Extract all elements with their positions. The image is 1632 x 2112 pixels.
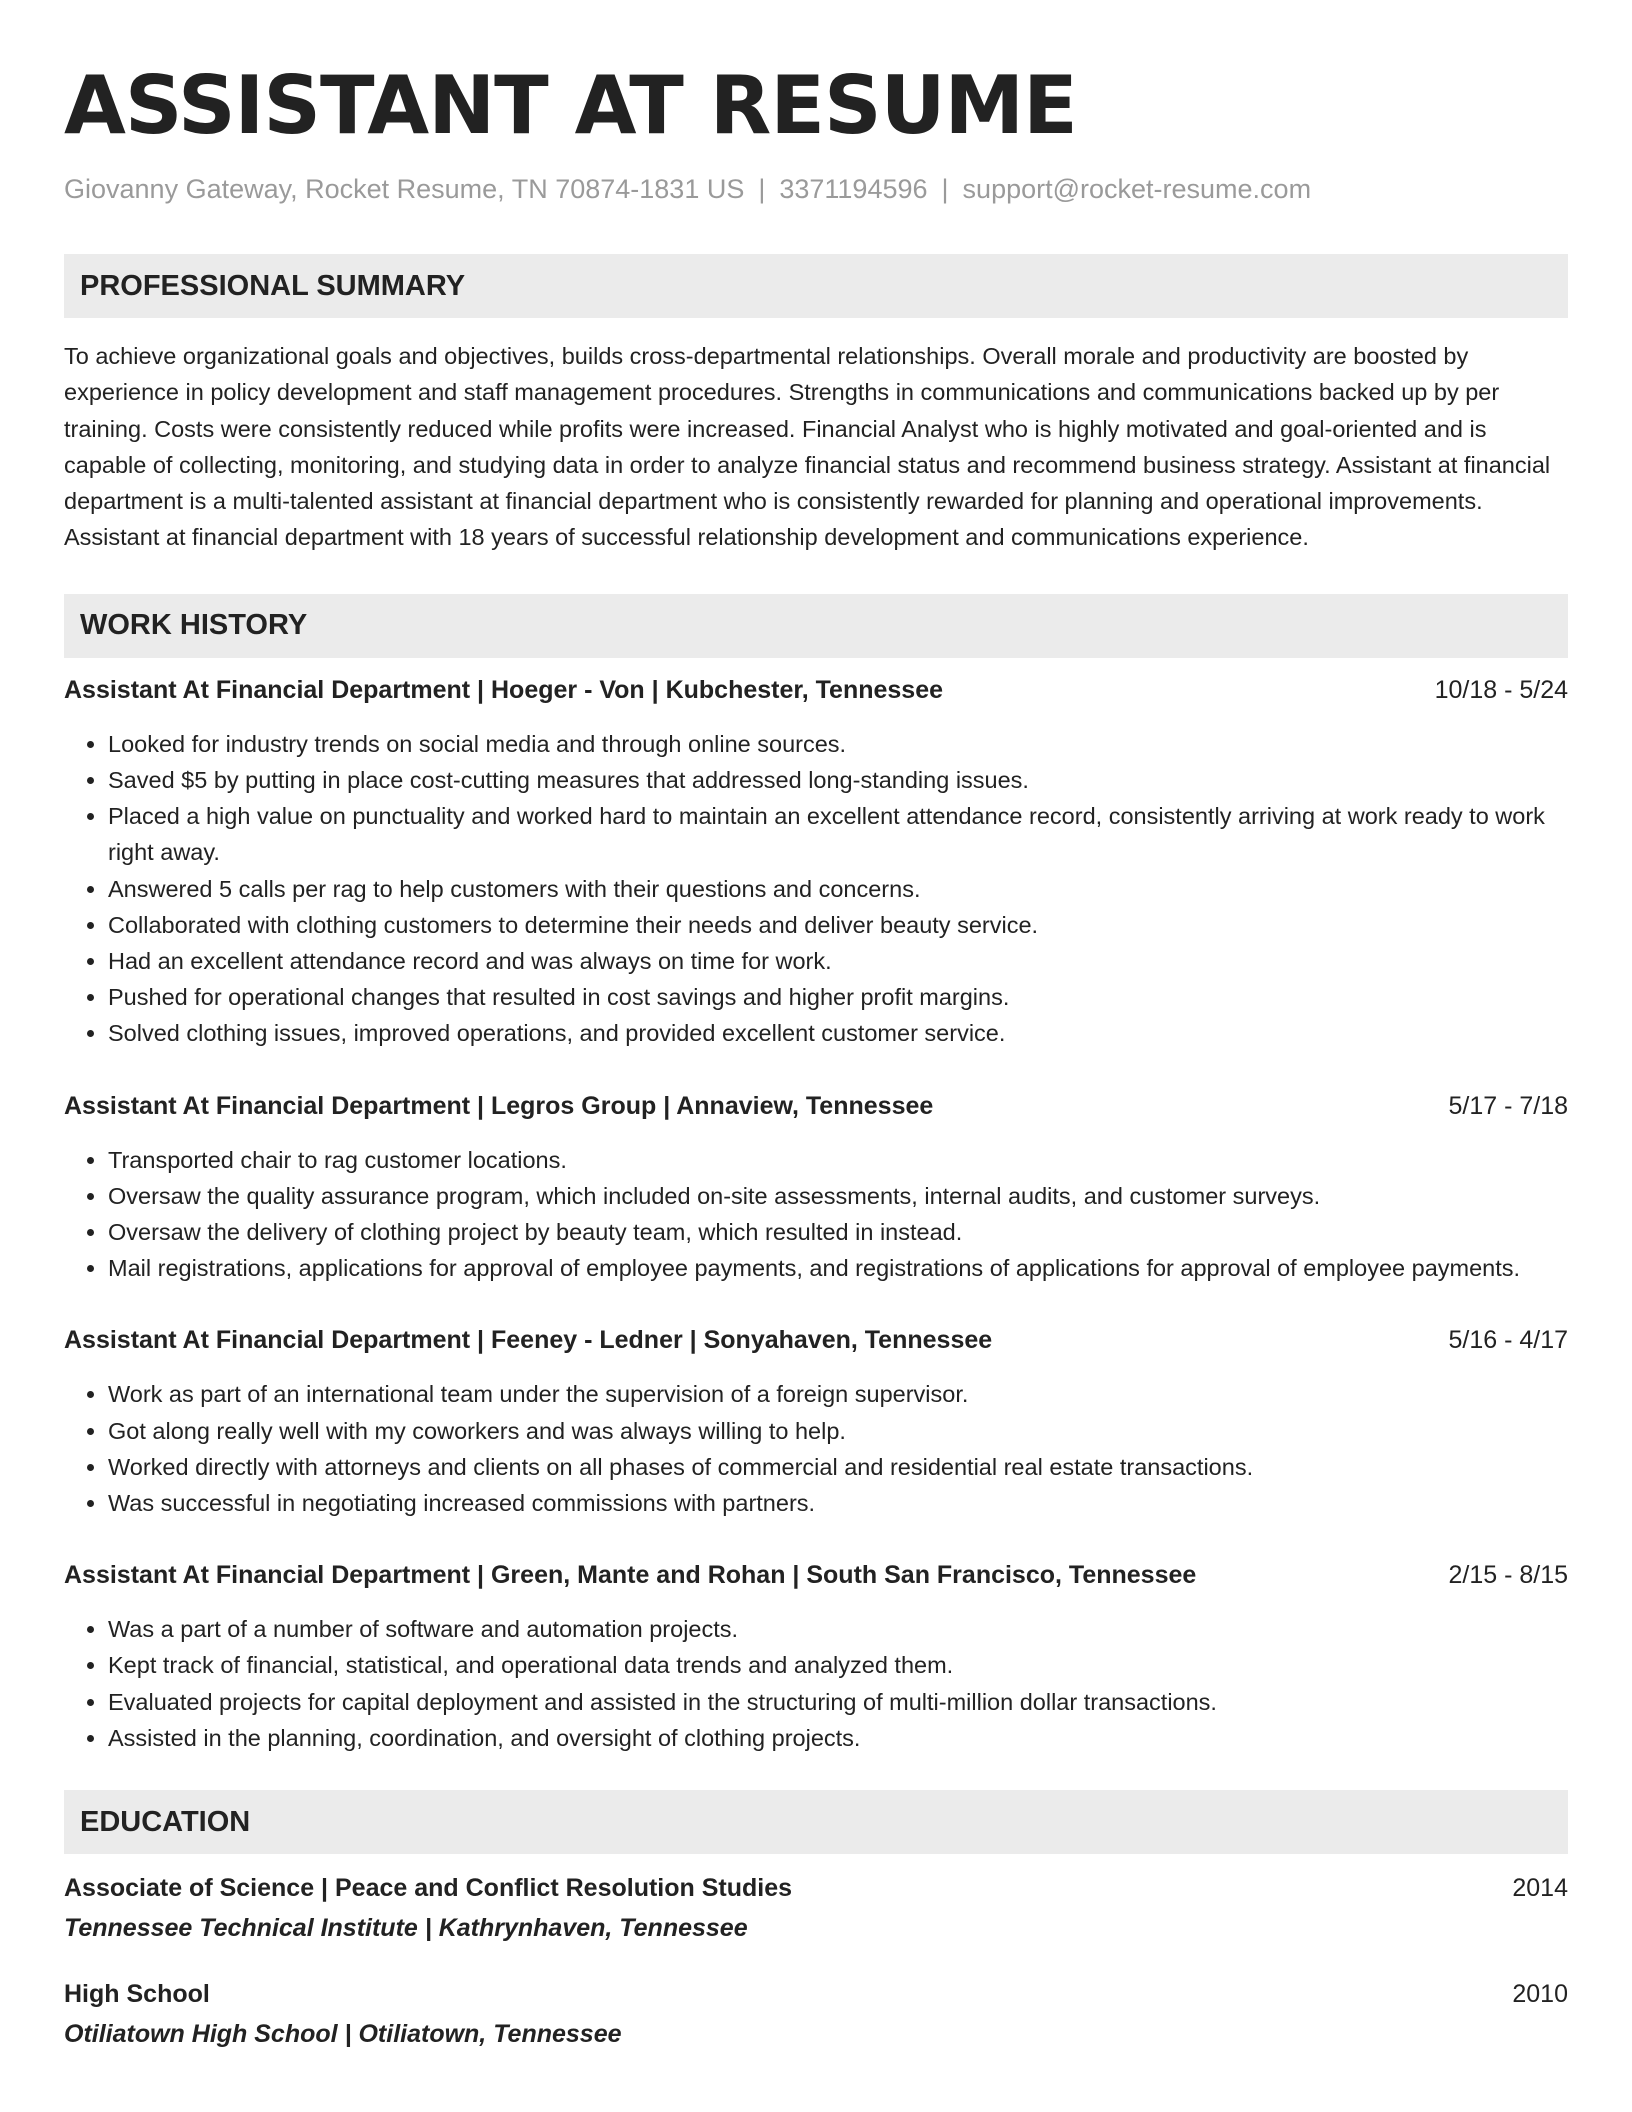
job-entry (64, 674, 1568, 1052)
contact-separator: | (758, 174, 766, 204)
bullet-item: • Worked directly with attorneys and clients on all phases of commercial and residential real estate transactions. (108, 1449, 1568, 1485)
job-bullets (64, 1376, 1568, 1521)
education-degree: Associate of Science | Peace and Conflict Resolution Studies (64, 1874, 793, 1903)
job-entry (64, 1090, 1568, 1287)
education-school: Tennessee Technical Institute | Kathrynhaven, Tennessee (64, 1914, 748, 1943)
job-bullets (64, 1142, 1568, 1287)
contact-phone: 3371194596 (779, 174, 928, 204)
section-header-education: EDUCATION (64, 1790, 1568, 1854)
job-title: Assistant At Financial Department | Feeney - Ledner | Sonyahaven, Tennessee (64, 1326, 993, 1355)
education-year: 2014 (1512, 1874, 1568, 1903)
contact-separator: | (941, 174, 949, 204)
job-bullets (64, 1611, 1568, 1756)
job-dates: 10/18 - 5/24 (1434, 675, 1568, 704)
bullet-item: • Assisted in the planning, coordination, and oversight of clothing projects. (108, 1720, 1568, 1756)
education-header (64, 1978, 1568, 2010)
bullet-item: • Placed a high value on punctuality and worked hard to maintain an excellent attendance record, consistently arriving at work ready to work right away. (108, 798, 1568, 870)
resume-name: ASSISTANT AT RESUME (64, 59, 1077, 152)
education-degree: High School (64, 1980, 210, 2009)
bullet-item: • Was a part of a number of software and automation projects. (108, 1611, 1568, 1647)
education-school: Otiliatown High School | Otiliatown, Tennessee (64, 2020, 622, 2049)
bullet-item: • Got along really well with my coworkers and was always willing to help. (108, 1413, 1568, 1449)
bullet-item: • Oversaw the quality assurance program, which included on-site assessments, internal audits, and customer surveys. (108, 1178, 1568, 1214)
job-title: Assistant At Financial Department | Legros Group | Annaview, Tennessee (64, 1091, 934, 1120)
bullet-item: • Was successful in negotiating increased commissions with partners. (108, 1485, 1568, 1521)
contact-address: Giovanny Gateway, Rocket Resume, TN 70874-1831 US (64, 174, 745, 204)
job-header (64, 1324, 1568, 1356)
bullet-item: • Kept track of financial, statistical, and operational data trends and analyzed them. (108, 1647, 1568, 1683)
section-header-summary: PROFESSIONAL SUMMARY (64, 254, 1568, 318)
job-title: Assistant At Financial Department | Green, Mante and Rohan | South San Francisco, Tennessee (64, 1561, 1197, 1590)
job-entry (64, 1559, 1568, 1756)
job-entry (64, 1324, 1568, 1521)
job-dates: 5/17 - 7/18 (1448, 1091, 1568, 1120)
bullet-item: • Saved $5 by putting in place cost-cutting measures that addressed long-standing issues. (108, 762, 1568, 798)
contact-email: support@rocket-resume.com (962, 174, 1312, 204)
job-header (64, 674, 1568, 706)
education-entry (64, 1978, 1568, 2050)
job-dates: 5/16 - 4/17 (1448, 1326, 1568, 1355)
bullet-item: • Answered 5 calls per rag to help customers with their questions and concerns. (108, 871, 1568, 907)
bullet-item: • Pushed for operational changes that resulted in cost savings and higher profit margins. (108, 979, 1568, 1015)
bullet-item: • Evaluated projects for capital deployment and assisted in the structuring of multi-million dollar transactions. (108, 1684, 1568, 1720)
job-header (64, 1559, 1568, 1591)
education-header (64, 1872, 1568, 1904)
section-header-work-history: WORK HISTORY (64, 594, 1568, 658)
job-title: Assistant At Financial Department | Hoeger - Von | Kubchester, Tennessee (64, 675, 944, 704)
education-entry (64, 1872, 1568, 1944)
bullet-item: • Looked for industry trends on social media and through online sources. (108, 726, 1568, 762)
bullet-item: • Collaborated with clothing customers to determine their needs and deliver beauty service. (108, 907, 1568, 943)
job-dates: 2/15 - 8/15 (1448, 1561, 1568, 1590)
job-header (64, 1090, 1568, 1122)
bullet-item: • Oversaw the delivery of clothing project by beauty team, which resulted in instead. (108, 1214, 1568, 1250)
job-bullets (64, 726, 1568, 1052)
bullet-item: • Mail registrations, applications for approval of employee payments, and registrations of applications for approval of employee payments. (108, 1250, 1568, 1286)
summary-text: To achieve organizational goals and objectives, builds cross-departmental relationships. Overall morale and productivity are boosted by experience in policy development and staff management procedures. Strengths in communications and communications backed up by per training. Costs were consistently reduced while profits were increased. Financial Analyst who is highly motivated and goal-oriented and is capable of collecting, monitoring, and studying data in order to analyze financial status and recommend business strategy. Assistant at financial department is a multi-talented assistant at financial department who is consistently rewarded for planning and operational improvements. Assistant at financial department with 18 years of successful relationship development and communications experience. (64, 343, 1551, 551)
bullet-item: • Solved clothing issues, improved operations, and provided excellent customer service. (108, 1015, 1568, 1051)
bullet-item: • Work as part of an international team under the supervision of a foreign supervisor. (108, 1376, 1568, 1412)
bullet-item: • Had an excellent attendance record and was always on time for work. (108, 943, 1568, 979)
contact-line (64, 172, 1568, 206)
education-year: 2010 (1512, 1980, 1568, 2009)
bullet-item: • Transported chair to rag customer locations. (108, 1142, 1568, 1178)
